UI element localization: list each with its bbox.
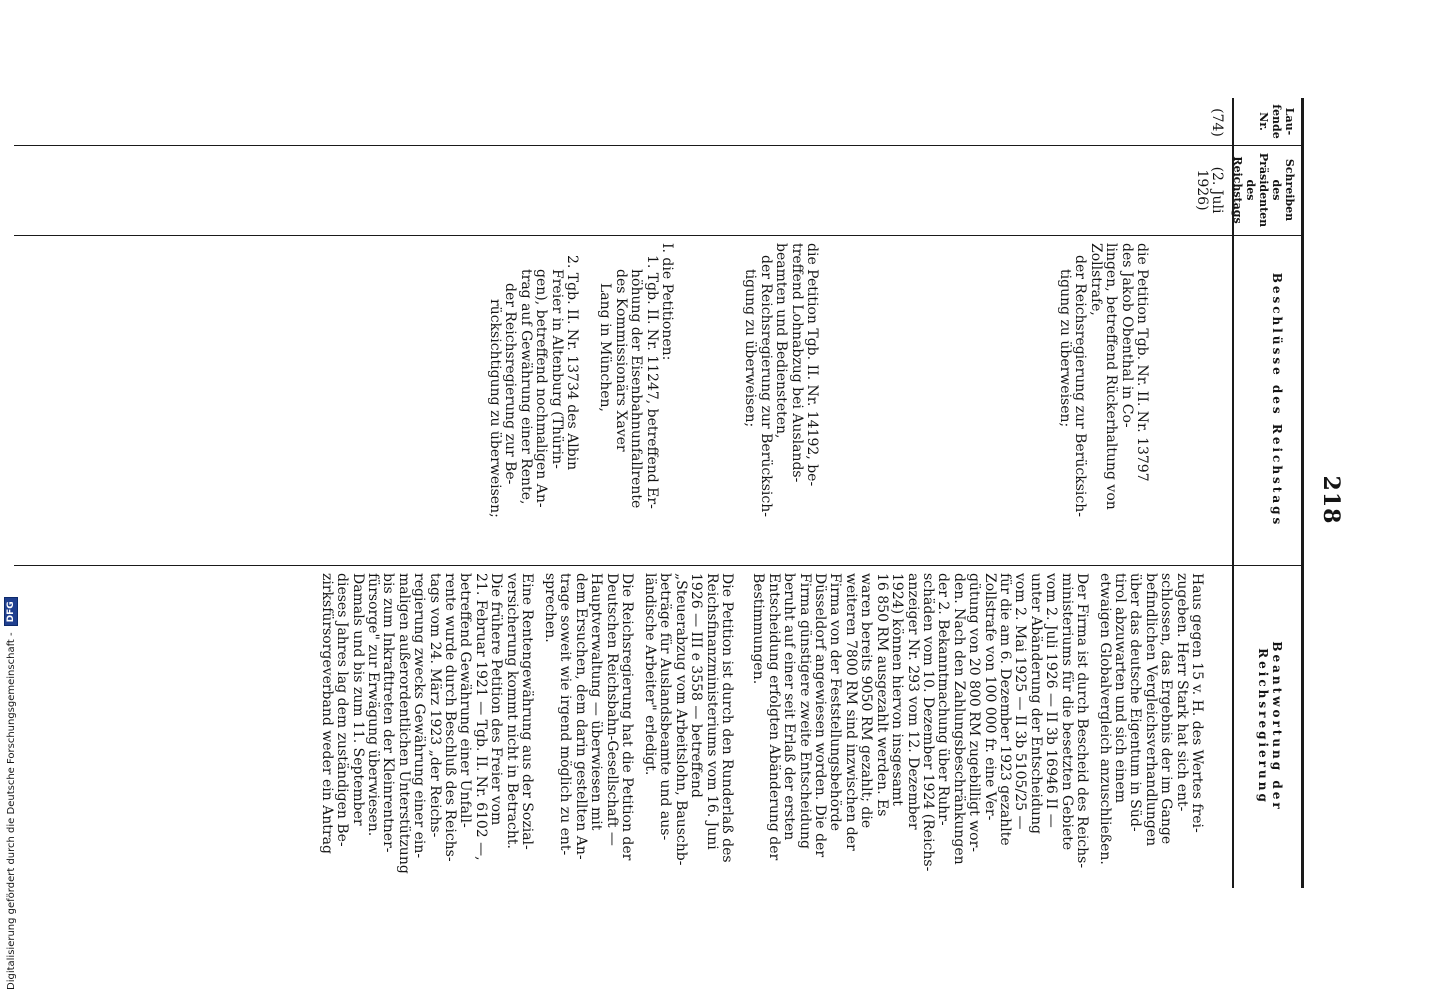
text-line: beamten und Bediensteten,	[773, 243, 790, 439]
header-beantwortung: Beantwortung der Reichsregierung	[1256, 641, 1284, 812]
text-line: dieses Jahres lag dem zuständigen Be-	[334, 573, 351, 847]
header-beschluesse: Beschlüsse des Reichstags	[1270, 272, 1284, 528]
text-line: etwaigen Globalvergleich anzuschließen.	[1096, 573, 1113, 865]
text-line: für die am 6. Dezember 1923 gezahlte	[996, 573, 1013, 846]
text-line: rücksichtigung zu überweisen;	[486, 299, 503, 518]
entry-date: (2. Juli 1926)	[1193, 166, 1225, 214]
text-line: Zollstrafe,	[1087, 243, 1104, 316]
text-line: ministeriums für die besetzten Gebiete	[1058, 573, 1075, 851]
text-line: beträge für Auslandsbeamte und aus-	[657, 573, 674, 841]
text-line: Freier in Altenburg (Thürin-	[548, 269, 565, 469]
text-line: des Jakob Obenthal in Co-	[1118, 243, 1135, 428]
text-line: 1926 — III e 3558 — betreffend	[688, 573, 705, 798]
text-line: Entscheidung erfolgten Abänderung der	[765, 573, 782, 861]
text-line: höhung der Eisenbahnunfallrente	[628, 269, 645, 509]
text-line: die Petition Tgb. II. Nr. 14192, be-	[804, 243, 820, 487]
dfg-logo: DFG	[4, 597, 18, 626]
text-line: trage soweit wie irgend möglich zu ent-	[557, 573, 574, 856]
text-line: Haus gegen 15 v. H. des Wertes frei-	[1189, 573, 1205, 833]
text-line: weiteren 7800 RM sind inzwischen der	[842, 573, 859, 851]
text-line: zirksfürsorgeverband weder ein Antrag	[318, 573, 335, 854]
beantwortung-column	[1096, 573, 1204, 883]
digitization-footer	[4, 597, 18, 990]
text-line: beruht auf einer seit Erlaß der ersten	[781, 573, 798, 841]
table-top-rule	[1301, 98, 1304, 888]
text-line: waren bereits 9050 RM gezahlt; die	[858, 573, 875, 829]
text-line: über das deutsche Eigentum in Süd-	[1127, 573, 1144, 832]
text-line: fürsorge" zur Erwägung überwiesen.	[364, 573, 381, 837]
text-line: bis zum Inkrafttreten der Kleinrentner-	[380, 573, 397, 853]
text-line: tigung zu überweisen;	[742, 269, 759, 428]
text-line: vom 2. Juli 1926 — II 3b 16946 II —	[1043, 573, 1060, 828]
text-line: 1924) können hiervon insgesamt	[889, 573, 906, 806]
column-separator	[14, 565, 1304, 566]
text-line: 2. Tgb. II. Nr. 13734 des Albin	[564, 255, 580, 471]
text-line: treffend Lohnabzug bei Auslands-	[788, 243, 805, 483]
text-line: Zollstrafe von 100 000 fr. eine Ver-	[981, 573, 998, 821]
text-line: tirol abzuwarten und sich einem	[1111, 573, 1128, 804]
text-line: Eine Rentengewährung aus der Sozial-	[519, 573, 535, 850]
text-line: rente wurde durch Beschluß des Reichs-	[441, 573, 458, 862]
beschluesse-column-2	[742, 243, 819, 558]
text-line: Die frühere Petition des Freier vom	[488, 573, 505, 826]
column-separator	[14, 235, 1304, 236]
text-line: unter Abänderung der Entscheidung	[1027, 573, 1044, 834]
beschluesse-column	[1057, 243, 1149, 558]
page-number: 218	[1318, 475, 1344, 525]
text-line: befindlichen Vergleichsverhandlungen	[1142, 573, 1159, 847]
text-line: lingen, betreffend Rückerhaltung von	[1103, 243, 1120, 510]
text-line: den. Nach den Zahlungsbeschränkungen	[950, 573, 967, 865]
text-line: des Kommissionärs Xaver	[612, 269, 629, 452]
header-laufende-nr: Lau- fende Nr.	[1257, 104, 1296, 139]
beschluesse-column-3	[597, 243, 674, 558]
footer-text: Digitalisierung gefördert durch die Deutsche Forschungsgemeinschaft -	[5, 632, 17, 990]
text-line: I. die Petitionen:	[659, 243, 675, 361]
text-line: zugeben. Herr Stark hat sich ent-	[1173, 573, 1190, 812]
beantwortung-column-3	[642, 573, 734, 883]
text-line: maligen außerordentlichen Unterstützung	[395, 573, 412, 874]
text-line: sprechen.	[541, 573, 558, 643]
text-line: 1. Tgb. II. Nr. 11247, betreffend Er-	[643, 255, 660, 509]
text-line: Firma von der Feststellungsbehörde	[827, 573, 844, 832]
text-line: regierung zwecks Gewährung einer ein-	[411, 573, 428, 859]
text-line: schlossen, das Ergebnis der im Gange	[1158, 573, 1175, 845]
text-line: gütung von 20 800 RM zugebilligt wor-	[966, 573, 983, 853]
text-line: tigung zu überweisen;	[1056, 269, 1073, 428]
text-line: Bestimmungen.	[750, 573, 767, 685]
text-line: Der Firma ist durch Bescheid des Reichs-	[1074, 573, 1090, 869]
text-line: Die Petition ist durch den Runderlaß des	[719, 573, 735, 863]
text-line: ländische Arbeiter" erledigt.	[641, 573, 658, 776]
text-line: Reichsfinanzministeriums vom 16. Juni	[703, 573, 720, 850]
text-line: der Reichsregierung zur Berücksich-	[757, 255, 774, 517]
beantwortung-column-5	[318, 573, 534, 883]
beantwortung-column-2	[750, 573, 1089, 883]
text-line: Lang in München,	[597, 283, 614, 412]
text-line: anzeiger Nr. 293 vom 12. Dezember	[904, 573, 921, 830]
text-line: trag auf Gewährung einer Rente,	[517, 269, 534, 505]
text-line: der Reichsregierung zur Berücksich-	[1072, 255, 1089, 517]
text-line: der 2. Bekanntmachung über Ruhr-	[935, 573, 952, 826]
text-line: die Petition Tgb. Nr. II. Nr. 13797	[1134, 243, 1150, 482]
header-schreiben: Schreiben des Präsidenten des Reichstags	[1231, 152, 1296, 228]
text-line: schäden vom 10. Dezember 1924 (Reichs-	[919, 573, 936, 872]
entry-number: (74)	[1209, 108, 1225, 137]
beantwortung-column-4	[542, 573, 634, 883]
text-line: Deutschen Reichsbahn-Gesellschaft —	[603, 573, 620, 846]
text-line: der Reichsregierung zur Be-	[502, 283, 519, 485]
text-line: Die Reichsregierung hat die Petition der	[619, 573, 635, 861]
column-separator	[14, 145, 1304, 146]
text-line: tags vom 24. März 1923 „der Reichs-	[426, 573, 443, 838]
text-line: Düsseldorf angewiesen worden. Die der	[812, 573, 829, 858]
text-line: dem Ersuchen, dem darin gestellten An-	[572, 573, 589, 860]
text-line: Firma günstigere zweite Entscheidung	[796, 573, 813, 850]
text-line: 21. Februar 1921 — Tgb. II. Nr. 6102 —,	[472, 573, 489, 861]
text-line: versicherung kommt nicht in Betracht.	[503, 573, 520, 849]
text-line: 16 850 RM ausgezahlt werden. Es	[873, 573, 890, 817]
text-line: Damals und bis zum 11. September	[349, 573, 366, 826]
text-line: „Steuerabzug vom Arbeitslohn, Bauschb-	[672, 573, 689, 866]
text-line: betreffend Gewährung einer Unfall-	[457, 573, 474, 828]
text-line: Hauptverwaltung — überwiesen mit	[588, 573, 605, 831]
beschluesse-column-4	[487, 243, 579, 558]
text-line: vom 2. Mai 1925 — II 3b 5105/25 —	[1012, 573, 1029, 830]
text-line: gen), betreffend nochmaligen An-	[533, 269, 550, 508]
